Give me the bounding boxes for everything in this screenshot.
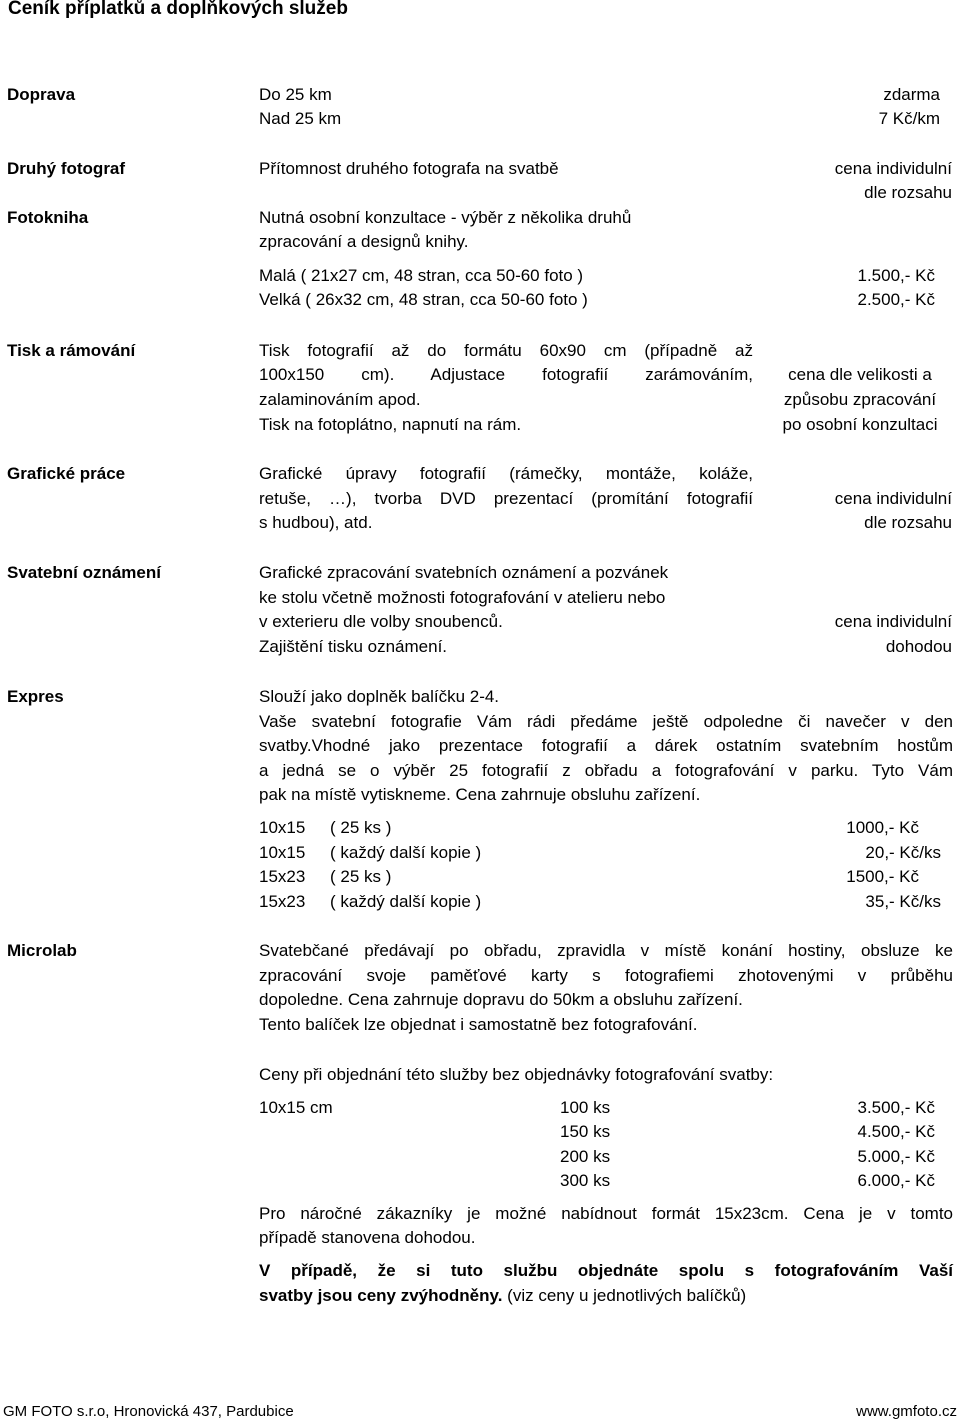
- graficke-desc: retuše, …), tvorba DVD prezentací (promítání fotografií: [259, 489, 753, 508]
- oznameni-desc: Zajištění tisku oznámení.: [259, 637, 448, 656]
- expres-row-desc: ( 25 ks ): [330, 867, 392, 886]
- microlab-row-qty: 300 ks: [560, 1171, 611, 1190]
- microlab-row-price: 6.000,- Kč: [857, 1171, 935, 1190]
- microlab-format: 10x15 cm: [259, 1098, 333, 1117]
- microlab-desc: zpracování svoje paměťové karty s fotografiemi zhotovenými v průběhu: [259, 966, 953, 985]
- graficke-desc: s hudbou), atd.: [259, 513, 373, 532]
- fotokniha-row-desc: Malá ( 21x27 cm, 48 stran, cca 50-60 foto ): [259, 266, 584, 285]
- section-label-graficke: Grafické práce: [7, 464, 126, 483]
- fotokniha-row-price: 1.500,- Kč: [857, 266, 935, 285]
- microlab-bold-note: svatby jsou ceny zvýhodněny.: [259, 1286, 503, 1305]
- microlab-bold-note-line: [259, 1284, 746, 1309]
- section-label-doprava: Doprava: [7, 85, 76, 104]
- microlab-bold-suffix: (viz ceny u jednotlivých balíčků): [502, 1286, 747, 1305]
- expres-row-format: 10x15: [259, 818, 306, 837]
- section-label-druhy-fotograf: Druhý fotograf: [7, 159, 126, 178]
- expres-desc: svatby.Vhodné jako prezentace fotografií a dárek ostatním svatebním hostům: [259, 736, 953, 755]
- microlab-desc: Svatebčané předávají po obřadu, zpravidla v místě konání hostiny, obsluze ke: [259, 941, 953, 960]
- expres-row-price: 1500,- Kč: [846, 867, 919, 886]
- expres-row-format: 15x23: [259, 892, 306, 911]
- microlab-note: případě stanovena dohodou.: [259, 1228, 476, 1247]
- graficke-price: dle rozsahu: [864, 513, 952, 532]
- section-label-fotokniha: Fotokniha: [7, 208, 89, 227]
- microlab-bold-note: V případě, že si tuto službu objednáte spolu s fotografováním Vaší: [259, 1261, 953, 1280]
- expres-row-desc: ( každý další kopie ): [330, 843, 482, 862]
- tisk-desc: zalaminováním apod.: [259, 390, 421, 409]
- graficke-price: cena individulní: [834, 489, 952, 508]
- tisk-desc: 100x150 cm). Adjustace fotografií zarámováním,: [259, 365, 753, 384]
- oznameni-desc: ke stolu včetně možnosti fotografování v atelieru nebo: [259, 588, 666, 607]
- expres-row-desc: ( každý další kopie ): [330, 892, 482, 911]
- oznameni-price: dohodou: [885, 637, 952, 656]
- fotokniha-row-price: 2.500,- Kč: [857, 290, 935, 309]
- microlab-row-qty: 100 ks: [560, 1098, 611, 1117]
- microlab-intro: Ceny při objednání této služby bez objednávky fotografování svatby:: [259, 1065, 774, 1084]
- doprava-row-desc: Nad 25 km: [259, 109, 342, 128]
- microlab-desc: Tento balíček lze objednat i samostatně bez fotografování.: [259, 1015, 698, 1034]
- microlab-note: Pro náročné zákazníky je možné nabídnout formát 15x23cm. Cena je v tomto: [259, 1204, 953, 1223]
- tisk-price: po osobní konzultaci: [782, 415, 938, 434]
- expres-desc: pak na místě vytiskneme. Cena zahrnuje obsluhu zařízení.: [259, 785, 701, 804]
- druhy-fotograf-desc: Přítomnost druhého fotografa na svatbě: [259, 159, 559, 178]
- tisk-price: cena dle velikosti a: [788, 365, 932, 384]
- doprava-row-desc: Do 25 km: [259, 85, 332, 104]
- expres-row-price: 1000,- Kč: [846, 818, 919, 837]
- expres-desc: a jedná se o výběr 25 fotografií z obřadu a fotografování v parku. Tyto Vám: [259, 761, 953, 780]
- microlab-row-price: 5.000,- Kč: [857, 1147, 935, 1166]
- footer-website: www.gmfoto.cz: [856, 1403, 957, 1420]
- druhy-fotograf-price: cena individulní: [834, 159, 952, 178]
- microlab-row-qty: 150 ks: [560, 1122, 611, 1141]
- graficke-desc: Grafické úpravy fotografií (rámečky, montáže, koláže,: [259, 464, 753, 483]
- microlab-desc: dopoledne. Cena zahrnuje dopravu do 50km a obsluhu zařízení.: [259, 990, 743, 1009]
- microlab-row-price: 4.500,- Kč: [857, 1122, 935, 1141]
- fotokniha-desc: Nutná osobní konzultace - výběr z několika druhů: [259, 208, 632, 227]
- section-label-oznameni: Svatební oznámení: [7, 563, 161, 582]
- expres-desc: Vaše svatební fotografie Vám rádi předáme ještě odpoledne či navečer v den: [259, 712, 953, 731]
- microlab-row-price: 3.500,- Kč: [857, 1098, 935, 1117]
- fotokniha-desc: zpracování a designů knihy.: [259, 232, 469, 251]
- footer-address: GM FOTO s.r.o, Hronovická 437, Pardubice: [3, 1403, 294, 1420]
- section-label-tisk: Tisk a rámování: [7, 341, 136, 360]
- tisk-desc: Tisk fotografií až do formátu 60x90 cm (případně až: [259, 341, 753, 360]
- expres-desc: Slouží jako doplněk balíčku 2-4.: [259, 687, 500, 706]
- fotokniha-row-desc: Velká ( 26x32 cm, 48 stran, cca 50-60 foto ): [259, 290, 588, 309]
- section-label-expres: Expres: [7, 687, 64, 706]
- druhy-fotograf-price: dle rozsahu: [864, 183, 952, 202]
- expres-row-format: 10x15: [259, 843, 306, 862]
- oznameni-desc: v exterieru dle volby snoubenců.: [259, 612, 503, 631]
- tisk-desc: Tisk na fotoplátno, napnutí na rám.: [259, 415, 522, 434]
- oznameni-desc: Grafické zpracování svatebních oznámení a pozvánek: [259, 563, 669, 582]
- expres-row-price: 20,- Kč/ks: [865, 843, 941, 862]
- expres-row-format: 15x23: [259, 867, 306, 886]
- tisk-price: způsobu zpracování: [783, 390, 937, 409]
- expres-row-desc: ( 25 ks ): [330, 818, 392, 837]
- doprava-row-price: zdarma: [883, 85, 940, 104]
- expres-row-price: 35,- Kč/ks: [865, 892, 941, 911]
- section-label-microlab: Microlab: [7, 941, 77, 960]
- oznameni-price: cena individulní: [834, 612, 952, 631]
- microlab-row-qty: 200 ks: [560, 1147, 611, 1166]
- doprava-row-price: 7 Kč/km: [878, 109, 940, 128]
- page-title: Ceník příplatků a doplňkových služeb: [8, 0, 348, 19]
